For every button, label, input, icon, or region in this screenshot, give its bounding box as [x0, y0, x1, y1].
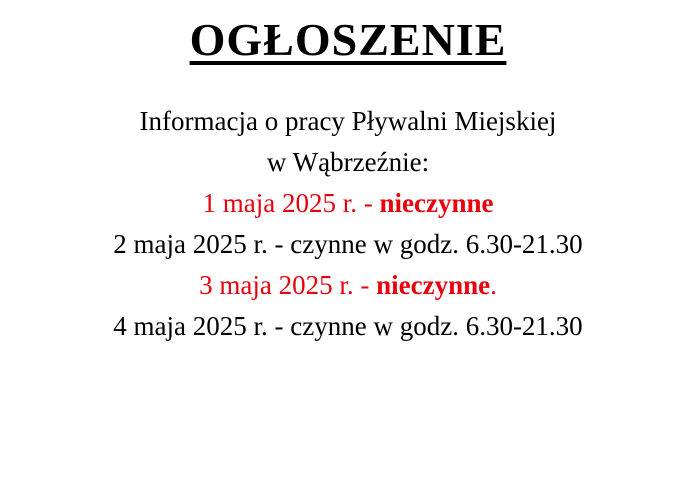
schedule-row-1: [0, 183, 696, 224]
intro-line-1: Informacja o pracy Pływalni Miejskiej: [139, 105, 557, 136]
schedule-row-2: [0, 224, 696, 265]
schedule-suffix-3: .: [490, 270, 497, 301]
schedule-status-1: nieczynne: [379, 187, 494, 218]
schedule-date-2: 2 maja 2025 r. - czynne w godz. 6.30-21.30: [113, 228, 583, 259]
intro-line-2: w Wąbrzeźnie:: [266, 146, 430, 177]
page-title: OGŁOSZENIE: [189, 14, 507, 65]
schedule-date-1: 1 maja 2025 r. -: [202, 187, 380, 218]
schedule-date-3: 3 maja 2025 r. -: [199, 270, 377, 301]
schedule-row-3: [0, 265, 696, 306]
schedule-status-3: nieczynne: [376, 270, 491, 301]
announcement-body: [0, 101, 696, 347]
schedule-row-4: [0, 306, 696, 347]
schedule-date-4: 4 maja 2025 r. - czynne w godz. 6.30-21.30: [113, 311, 583, 342]
